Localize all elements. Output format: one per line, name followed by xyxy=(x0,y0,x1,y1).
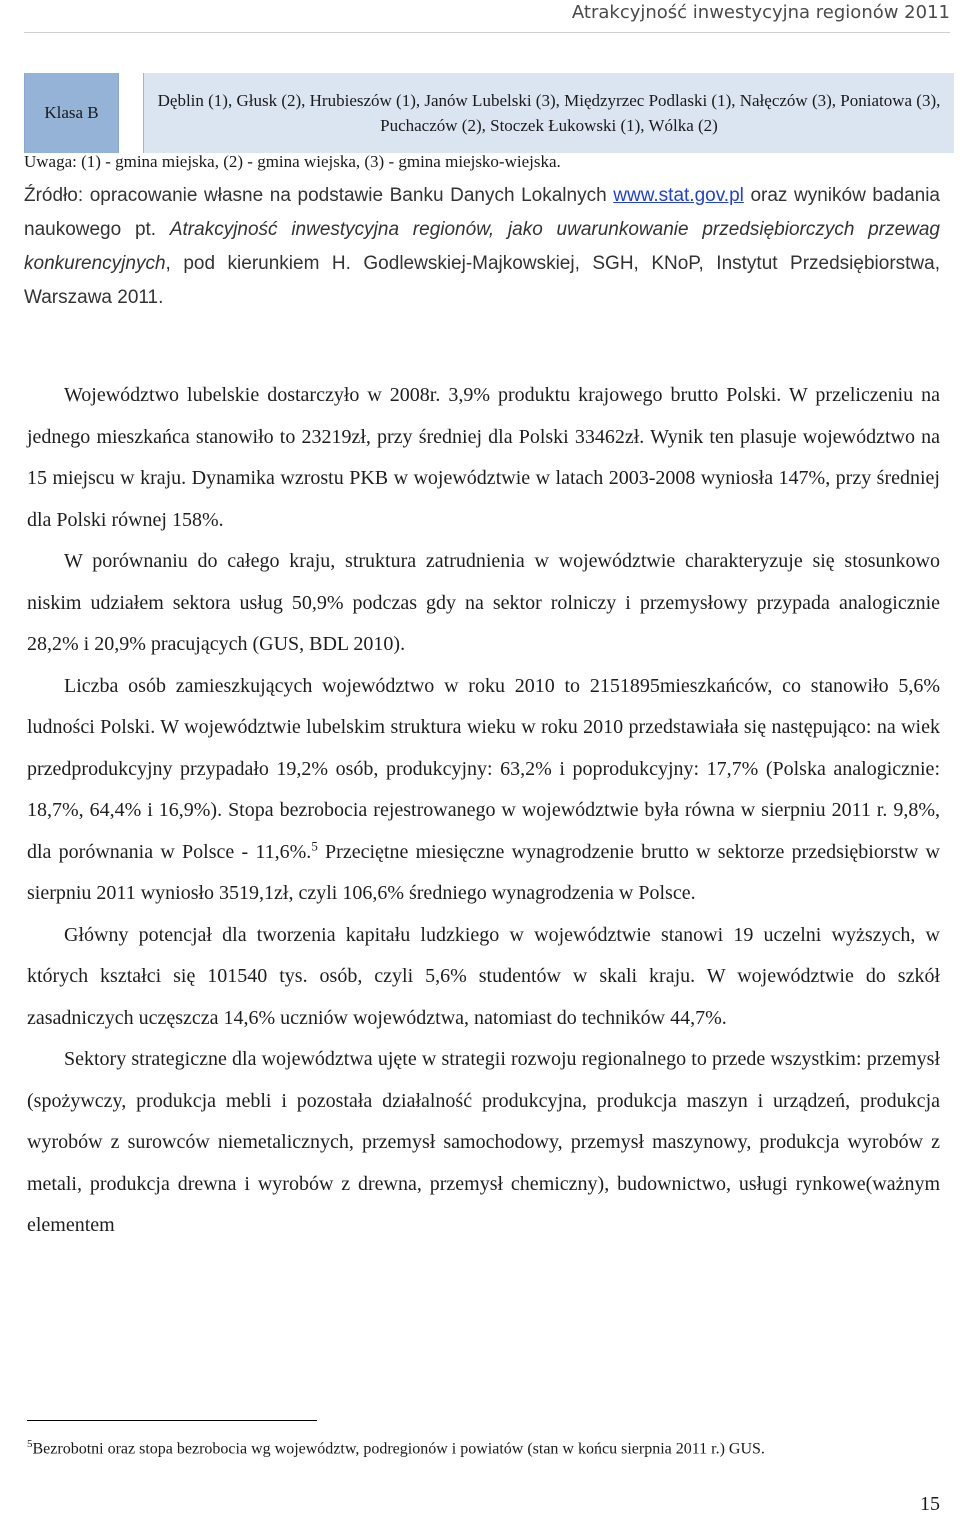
footnote-reference[interactable]: 5 xyxy=(311,837,318,853)
page-number: 15 xyxy=(920,1493,940,1515)
footnote-text: Bezrobotni oraz stopa bezrobocia wg województw, podregionów i powiatów (stan w końcu sierpnia 2011 r.) GUS. xyxy=(32,1440,765,1458)
municipalities-cell: Dęblin (1), Głusk (2), Hrubieszów (1), Janów Lubelski (3), Międzyrzec Podlaski (1), Nałęczów (3), Poniatowa (3), Puchaczów (2), Stoczek Łukowski (1), Wólka (2) xyxy=(143,73,954,153)
paragraph-gdp: Województwo lubelskie dostarczyło w 2008r. 3,9% produktu krajowego brutto Polski. W przeliczeniu na jednego mieszkańca stanowiło to 23219zł, przy średniej dla Polski 33462zł. Wynik ten plasuje województwo na 15 miejscu w kraju. Dynamika wzrostu PKB w województwie w latach 2003-2008 wyniosła 147%, przy średniej dla Polski równej 158%. xyxy=(27,384,940,531)
body-text xyxy=(27,375,940,1247)
stat-gov-link[interactable]: www.stat.gov.pl xyxy=(613,185,744,206)
paragraph-employment: W porównaniu do całego kraju, struktura zatrudnienia w województwie charakteryzuje się stosunkowo niskim udziałem sektora usług 50,9% podczas gdy na sektor rolniczy i przemysłowy przypada analogicznie 28,2% i 20,9% pracujących (GUS, BDL 2010). xyxy=(27,550,940,655)
running-header: Atrakcyjność inwestycyjna regionów 2011 xyxy=(571,2,950,23)
paragraph-sectors: Sektory strategiczne dla województwa ujęte w strategii rozwoju regionalnego to przede wszystkim: przemysł (spożywczy, produkcja mebli i pozostała działalność produkcyjna, produkcja maszyn i urządzeń, produkcja wyrobów z surowców niemetalicznych, przemysł samochodowy, przemysł maszynowy, produkcja wyrobów z metali, produkcja drewna i wyrobów z drewna, przemysł chemiczny), budownictwo, usługi rynkowe(ważnym elementem xyxy=(27,1048,940,1236)
class-label-cell: Klasa B xyxy=(24,73,119,153)
header-rule xyxy=(24,32,950,33)
paragraph-population-text: Liczba osób zamieszkujących województwo w roku 2010 to 2151895mieszkańców, co stanowiło 5,6% ludności Polski. W województwie lubelskim struktura wieku w roku 2010 przedstawiała się następująco: na wiek przedprodukcyjny przypadało 19,2% osób, produkcyjny: 63,2% i poprodukcyjny: 17,7% (Polska analogicznie: 18,7%, 64,4% i 16,9%). Stopa bezrobocia rejestrowanego w województwie była równa w sierpniu 2011 r. 9,8%, dla porównania w Polsce - 11,6%. xyxy=(27,674,940,863)
paragraph-population xyxy=(27,666,940,915)
source-suffix: , pod kierunkiem H. Godlewskiej-Majkowskiej, SGH, KNoP, Instytut Przedsiębiorstwa, Warszawa 2011. xyxy=(24,253,940,308)
classification-table xyxy=(24,73,954,153)
source-prefix: Źródło: opracowanie własne na podstawie Banku Danych Lokalnych xyxy=(24,185,614,206)
footnote-number: 5 xyxy=(27,1438,33,1450)
footnote xyxy=(27,1433,940,1460)
source-note xyxy=(24,179,940,315)
source-middle: oraz wyników badania naukowego pt. xyxy=(24,185,941,240)
paragraph-population-wages: Przeciętne miesięczne wynagrodzenie brutto w sektorze przedsiębiorstw w sierpniu 2011 wyniosło 3519,1zł, czyli 106,6% średniego wynagrodzenia w Polsce. xyxy=(27,840,940,904)
footnote-rule xyxy=(27,1420,317,1421)
paragraph-education: Główny potencjał dla tworzenia kapitału ludzkiego w województwie stanowi 19 uczelni wyższych, w których kształci się 101540 tys. osób, czyli 5,6% studentów w skali kraju. W województwie do szkół zasadniczych uczęszcza 14,6% uczniów województwa, natomiast do techników 44,7%. xyxy=(27,923,940,1029)
study-title: Atrakcyjność inwestycyjna regionów, jako uwarunkowanie przedsiębiorczych przewag konkurencyjnych xyxy=(24,219,940,274)
table-note: Uwaga: (1) - gmina miejska, (2) - gmina wiejska, (3) - gmina miejsko-wiejska. xyxy=(24,152,561,171)
